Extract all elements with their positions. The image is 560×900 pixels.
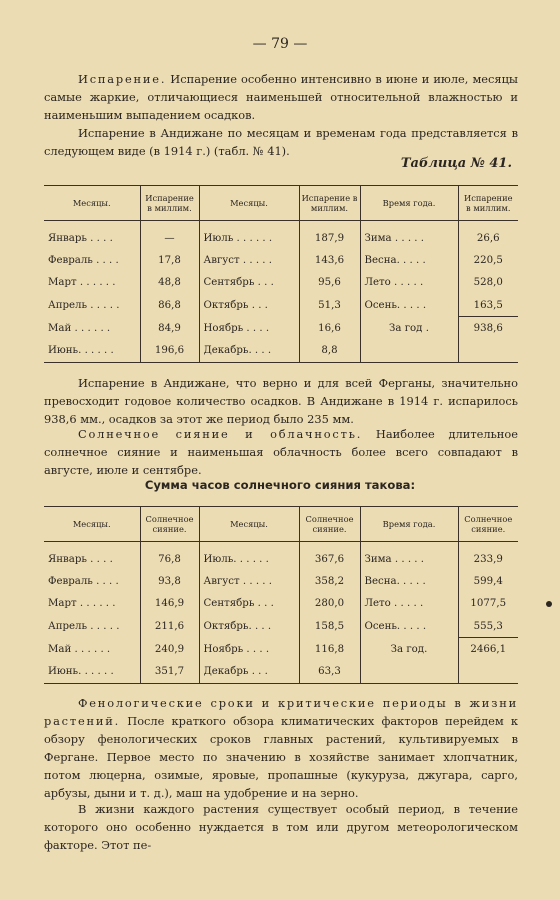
period-cell: Февраль . . . .	[48, 575, 119, 587]
header-months: Месяцы.	[199, 186, 299, 221]
period-cell: Осень. . . . .	[360, 294, 458, 317]
value-cell	[458, 660, 518, 683]
value-cell: 240,9	[140, 638, 199, 661]
paragraph-evaporation-intro: Испарение в Андижане по месяцам и временам года представляется в следующем виде (в 1914 г.) (табл. № 41).	[44, 126, 518, 158]
period-cell: Май . . . . . .	[48, 322, 111, 334]
value-cell: 8,8	[299, 339, 360, 362]
value-cell: 93,8	[140, 570, 199, 592]
value-cell: 528,0	[458, 272, 518, 294]
period-cell: Август . . . . .	[199, 570, 299, 592]
total-label: За год .	[360, 317, 458, 340]
period-cell: Ноябрь . . . .	[199, 638, 299, 661]
period-cell: Ноябрь . . . .	[199, 317, 299, 340]
period-cell: Октябрь . . .	[199, 294, 299, 317]
paragraph-text: Испарение особенно интенсивно в июне и июле, месяцы самые жаркие, отличающиеся наименьшей относительной влажностью и наименьшим выпадением осадков.	[44, 72, 518, 122]
value-cell: 211,6	[140, 615, 199, 638]
period-cell: Апрель . . . . .	[48, 299, 120, 311]
value-cell: 26,6	[458, 227, 518, 249]
table-row	[44, 548, 518, 570]
table-row	[44, 294, 518, 317]
value-cell: 220,5	[458, 249, 518, 271]
table-header-row	[44, 507, 518, 542]
table-row	[44, 615, 518, 638]
period-cell: Декабрь. . . .	[199, 339, 299, 362]
sunshine-table-body	[44, 542, 518, 684]
value-cell: 1077,5	[458, 593, 518, 615]
period-cell: Сентябрь . . .	[199, 272, 299, 294]
table-row	[44, 339, 518, 362]
table-row	[44, 660, 518, 683]
period-cell: Июнь. . . . . .	[44, 660, 140, 683]
table-row	[44, 227, 518, 249]
header-months: Месяцы.	[44, 186, 140, 221]
period-cell: Зима . . . . .	[360, 227, 458, 249]
header-sunshine: Солнечное сияние.	[299, 507, 360, 542]
table-row	[44, 593, 518, 615]
header-months: Месяцы.	[44, 507, 140, 542]
evaporation-table-body	[44, 221, 518, 363]
value-cell: 95,6	[299, 272, 360, 294]
table-row	[44, 272, 518, 294]
period-cell: Зима . . . . .	[360, 548, 458, 570]
period-cell	[360, 660, 458, 683]
value-cell: 116,8	[299, 638, 360, 661]
table-header-row	[44, 186, 518, 221]
period-cell: Июль. . . . . .	[199, 548, 299, 570]
value-cell: 351,7	[140, 660, 199, 683]
table-row	[44, 317, 518, 340]
section-lead-sunshine: Солнечное сияние и облачность.	[78, 427, 363, 441]
period-cell: Июнь. . . . . .	[44, 339, 140, 362]
value-cell: —	[140, 227, 199, 249]
period-cell: Декабрь . . .	[199, 660, 299, 683]
period-cell: Январь . . . .	[48, 232, 113, 244]
value-cell: 16,6	[299, 317, 360, 340]
value-cell: 158,5	[299, 615, 360, 638]
period-cell: Осень. . . . .	[360, 615, 458, 638]
period-cell: Март . . . . . .	[48, 598, 116, 610]
evaporation-table	[44, 185, 518, 363]
value-cell: 76,8	[140, 548, 199, 570]
period-cell: Апрель . . . . .	[48, 620, 120, 632]
paragraph-sunshine	[44, 425, 518, 479]
value-cell: 17,8	[140, 249, 199, 271]
period-cell: Сентябрь . . .	[199, 593, 299, 615]
header-evaporation: Испарение в миллим.	[458, 186, 518, 221]
value-cell: 358,2	[299, 570, 360, 592]
header-sunshine: Солнечное сияние.	[458, 507, 518, 542]
period-cell: Февраль . . . .	[48, 254, 119, 266]
header-season: Время года.	[360, 507, 458, 542]
header-months: Месяцы.	[199, 507, 299, 542]
value-cell: 599,4	[458, 570, 518, 592]
value-cell: 51,3	[299, 294, 360, 317]
period-cell: Октябрь. . . .	[199, 615, 299, 638]
total-label: За год.	[360, 638, 458, 661]
paragraph-phenology	[44, 694, 518, 802]
value-cell: 48,8	[140, 272, 199, 294]
table-row	[44, 638, 518, 661]
margin-dot	[546, 601, 552, 607]
table-row	[44, 249, 518, 271]
period-cell: Лето . . . . .	[360, 593, 458, 615]
value-cell: 146,9	[140, 593, 199, 615]
header-evaporation: Испарение в миллим.	[140, 186, 199, 221]
value-cell: 187,9	[299, 227, 360, 249]
value-cell: 143,6	[299, 249, 360, 271]
value-cell: 280,0	[299, 593, 360, 615]
paragraph-text: После краткого обзора климатических факторов перейдем к обзору фенологических сроков главных растений, культивируемых в Фергане. Первое место по значению в хозяйстве занимает хлопчатник, потом люцерна, озимые, яровые, пропашные (кукуруза, джугара, сарго, арбузы, дыни и т. д.), маш на удобрение и на зерно.	[44, 714, 518, 800]
period-cell: Январь . . . .	[48, 553, 113, 565]
value-cell: 84,9	[140, 317, 199, 340]
period-cell: Июль . . . . . .	[199, 227, 299, 249]
value-cell: 555,3	[458, 615, 518, 638]
value-cell: 367,6	[299, 548, 360, 570]
period-cell: Весна. . . . .	[360, 249, 458, 271]
paragraph-critical-periods: В жизни каждого растения существует особый период, в течение которого оно особенно нуждается в том или другом метеорологическом факторе. Этот пе-	[44, 802, 518, 852]
value-cell: 196,6	[140, 339, 199, 362]
period-cell: Весна. . . . .	[360, 570, 458, 592]
period-cell: Март . . . . . .	[48, 277, 116, 289]
period-cell: Август . . . . .	[199, 249, 299, 271]
header-sunshine: Солнечное сияние.	[140, 507, 199, 542]
value-cell: 63,3	[299, 660, 360, 683]
paragraph-text: Наиболее длительное солнечное сияние и наименьшая облачность более всего совпадают в августе, июле и сентябре.	[44, 427, 518, 477]
value-cell: 233,9	[458, 548, 518, 570]
period-cell	[360, 339, 458, 362]
sunshine-table	[44, 506, 518, 684]
value-cell: 86,8	[140, 294, 199, 317]
table41-caption: Таблица № 41.	[400, 156, 512, 171]
section-lead-evaporation: Испарение.	[78, 72, 167, 86]
section-lead-phenology: Фенологические сроки и критические периоды в жизни растений.	[44, 696, 518, 728]
paragraph-evaporation-summary: Испарение в Андижане, что верно и для всей Ферганы, значительно превосходит годовое количество осадков. В Андижане в 1914 г. испарилось 938,6 мм., осадков за этот же период было 235 мм.	[44, 376, 518, 426]
value-cell	[458, 339, 518, 362]
paragraph-evaporation	[44, 70, 518, 124]
value-cell: 163,5	[458, 294, 518, 317]
period-cell: Лето . . . . .	[360, 272, 458, 294]
total-value: 938,6	[458, 317, 518, 340]
total-value: 2466,1	[458, 638, 518, 661]
table-row	[44, 570, 518, 592]
header-evaporation: Испарение в миллим.	[299, 186, 360, 221]
sunshine-heading: Сумма часов солнечного сияния такова:	[144, 478, 416, 492]
page-number: — 79 —	[252, 36, 308, 52]
period-cell: Май . . . . . .	[48, 643, 111, 655]
header-season: Время года.	[360, 186, 458, 221]
